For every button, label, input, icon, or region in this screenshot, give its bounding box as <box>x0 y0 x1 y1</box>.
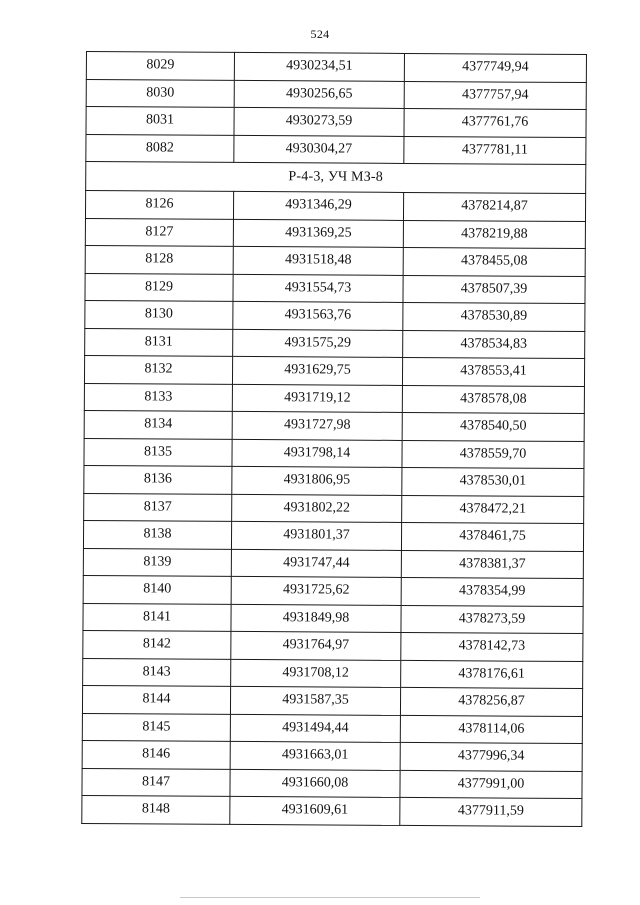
page-number: 524 <box>310 27 330 41</box>
point-number-cell: 8139 <box>83 548 231 576</box>
y-coordinate-cell: 4378176,61 <box>401 660 583 689</box>
table-row <box>85 245 585 276</box>
x-coordinate-cell: 4931806,95 <box>232 466 402 495</box>
point-number-cell: 8082 <box>86 134 234 162</box>
point-number-cell: 8127 <box>85 218 233 246</box>
table-row <box>82 795 582 826</box>
table-row <box>86 79 586 110</box>
x-coordinate-cell: 4931587,35 <box>230 686 400 715</box>
x-coordinate-cell: 4931660,08 <box>230 769 400 798</box>
point-number-cell: 8142 <box>83 630 231 658</box>
table-row <box>85 191 585 222</box>
table-row <box>82 768 582 799</box>
table-row <box>84 383 584 414</box>
table-row <box>83 575 583 606</box>
point-number-cell: 8131 <box>85 328 233 356</box>
table-row <box>82 713 582 744</box>
y-coordinate-cell: 4378256,87 <box>400 687 582 716</box>
table-row <box>84 410 584 441</box>
table-row <box>82 740 582 771</box>
y-coordinate-cell: 4377781,11 <box>404 136 586 165</box>
point-number-cell: 8134 <box>84 410 232 438</box>
x-coordinate-cell: 4931346,29 <box>233 191 403 220</box>
point-number-cell: 8132 <box>84 355 232 383</box>
y-coordinate-cell: 4378472,21 <box>402 495 584 524</box>
point-number-cell: 8128 <box>85 245 233 273</box>
x-coordinate-cell: 4931518,48 <box>233 246 403 275</box>
y-coordinate-cell: 4378578,08 <box>402 385 584 414</box>
point-number-cell: 8136 <box>84 465 232 493</box>
point-number-cell: 8147 <box>82 768 230 796</box>
y-coordinate-cell: 4378530,01 <box>402 467 584 496</box>
x-coordinate-cell: 4931663,01 <box>230 741 400 770</box>
x-coordinate-cell: 4931764,97 <box>231 631 401 660</box>
point-number-cell: 8126 <box>85 191 233 219</box>
y-coordinate-cell: 4378354,99 <box>401 577 583 606</box>
x-coordinate-cell: 4931554,73 <box>233 274 403 303</box>
x-coordinate-cell: 4931727,98 <box>232 411 402 440</box>
point-number-cell: 8130 <box>85 300 233 328</box>
x-coordinate-cell: 4931708,12 <box>231 659 401 688</box>
point-number-cell: 8143 <box>83 658 231 686</box>
point-number-cell: 8135 <box>84 438 232 466</box>
x-coordinate-cell: 4931369,25 <box>233 219 403 248</box>
x-coordinate-cell: 4931719,12 <box>232 384 402 413</box>
x-coordinate-cell: 4931747,44 <box>231 549 401 578</box>
table-row <box>84 355 584 386</box>
table-row <box>83 520 583 551</box>
y-coordinate-cell: 4378455,08 <box>403 247 585 276</box>
y-coordinate-cell: 4378219,88 <box>403 220 585 249</box>
x-coordinate-cell: 4931629,75 <box>232 356 402 385</box>
x-coordinate-cell: 4931798,14 <box>232 439 402 468</box>
y-coordinate-cell: 4377991,00 <box>400 770 582 799</box>
x-coordinate-cell: 4931563,76 <box>233 301 403 330</box>
point-number-cell: 8148 <box>82 795 230 823</box>
point-number-cell: 8141 <box>83 603 231 631</box>
table-row <box>83 630 583 661</box>
x-coordinate-cell: 4931494,44 <box>230 714 400 743</box>
x-coordinate-cell: 4930234,51 <box>234 52 404 81</box>
table-row <box>85 300 585 331</box>
section-title: Р-4-3, УЧ МЗ-8 <box>86 162 586 194</box>
point-number-cell: 8029 <box>86 52 234 80</box>
scan-edge-mark <box>180 897 480 898</box>
table-row <box>85 218 585 249</box>
y-coordinate-cell: 4378507,39 <box>403 275 585 304</box>
y-coordinate-cell: 4378559,70 <box>402 440 584 469</box>
table-row <box>82 685 582 716</box>
point-number-cell: 8129 <box>85 273 233 301</box>
y-coordinate-cell: 4377761,76 <box>404 108 586 137</box>
y-coordinate-cell: 4378114,06 <box>400 715 582 744</box>
point-number-cell: 8145 <box>82 713 230 741</box>
y-coordinate-cell: 4378142,73 <box>401 632 583 661</box>
coordinates-table <box>81 51 587 827</box>
point-number-cell: 8030 <box>86 79 234 107</box>
table-row <box>84 465 584 496</box>
table-row <box>86 107 586 138</box>
table-row <box>83 603 583 634</box>
y-coordinate-cell: 4378461,75 <box>401 522 583 551</box>
point-number-cell: 8146 <box>82 740 230 768</box>
y-coordinate-cell: 4378530,89 <box>403 302 585 331</box>
point-number-cell: 8144 <box>82 685 230 713</box>
y-coordinate-cell: 4378553,41 <box>402 357 584 386</box>
table-row <box>83 658 583 689</box>
table-row <box>86 134 586 165</box>
y-coordinate-cell: 4378214,87 <box>403 192 585 221</box>
x-coordinate-cell: 4930256,65 <box>234 80 404 109</box>
section-header-row <box>86 162 586 194</box>
point-number-cell: 8140 <box>83 575 231 603</box>
table-row <box>85 273 585 304</box>
x-coordinate-cell: 4931575,29 <box>233 329 403 358</box>
table-row <box>86 52 586 83</box>
point-number-cell: 8031 <box>86 107 234 135</box>
table-row <box>83 548 583 579</box>
x-coordinate-cell: 4931801,37 <box>231 521 401 550</box>
point-number-cell: 8138 <box>83 520 231 548</box>
x-coordinate-cell: 4931849,98 <box>231 604 401 633</box>
x-coordinate-cell: 4931725,62 <box>231 576 401 605</box>
y-coordinate-cell: 4377757,94 <box>404 81 586 110</box>
x-coordinate-cell: 4931609,61 <box>230 796 400 825</box>
point-number-cell: 8137 <box>84 493 232 521</box>
x-coordinate-cell: 4930304,27 <box>234 135 404 164</box>
table-row <box>84 493 584 524</box>
point-number-cell: 8133 <box>84 383 232 411</box>
coordinates-table-body <box>82 52 587 827</box>
y-coordinate-cell: 4378381,37 <box>401 550 583 579</box>
y-coordinate-cell: 4377911,59 <box>400 797 582 826</box>
y-coordinate-cell: 4377749,94 <box>404 53 586 82</box>
table-row <box>84 438 584 469</box>
table-row <box>85 328 585 359</box>
y-coordinate-cell: 4377996,34 <box>400 742 582 771</box>
x-coordinate-cell: 4931802,22 <box>232 494 402 523</box>
x-coordinate-cell: 4930273,59 <box>234 107 404 136</box>
y-coordinate-cell: 4378540,50 <box>402 412 584 441</box>
y-coordinate-cell: 4378273,59 <box>401 605 583 634</box>
y-coordinate-cell: 4378534,83 <box>403 330 585 359</box>
